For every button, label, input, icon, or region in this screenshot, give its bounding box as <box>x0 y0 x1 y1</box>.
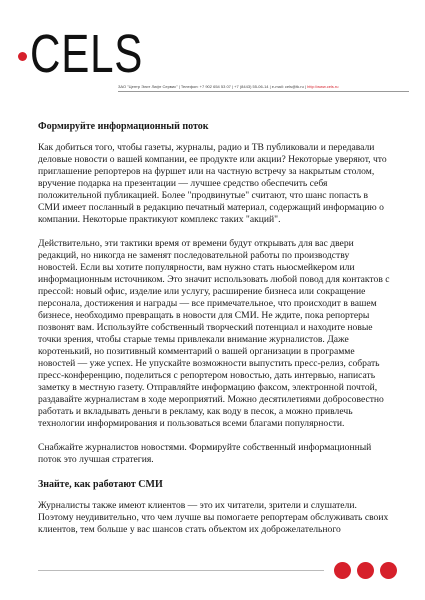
website-link[interactable]: http://www.cels.ru <box>307 84 339 89</box>
contact-line <box>118 84 410 89</box>
footer-dot <box>357 562 374 579</box>
paragraph: Снабжайте журналистов новостями. Формируйте собственный информационный поток это лучшая стратегия. <box>38 442 372 465</box>
footer-divider <box>38 570 324 571</box>
paragraph: Как добиться того, чтобы газеты, журналы, радио и ТВ публиковали и передавали деловые новости о вашей компании, ее продукте или акции? Некоторые уверяют, что приглашение репортеров на фуршет или на частную встречу за накрытым столом, вручение подарка на презентации — лучшее средство обеспечить себя положительной публикацией. Более "продвинутые" считают, что шанс попасть в СМИ имеет посланный в редакцию печатный материал, содержащий информацию о компании. Некоторые практикуют комплекс таких "акций". <box>38 142 387 225</box>
contact-details: ЗАО "Центр Элит Лифт Сервис" | Телефон: +7 902 654 53 07 | +7 (8443) 55-06-14 | e-mail: cels@tk.ru | <box>118 84 308 89</box>
footer-dot <box>380 562 397 579</box>
section-heading: Знайте, как работают СМИ <box>38 479 163 490</box>
header-divider <box>118 91 409 92</box>
section-heading: Формируйте информационный поток <box>38 121 209 132</box>
logo-text: CELS <box>30 24 144 84</box>
footer-dot <box>334 562 351 579</box>
document-body <box>38 120 390 548</box>
paragraph: Действительно, эти тактики время от времени будут открывать для вас двери редакций, но никогда не заменят последовательной работы по производству новостей. Если вы хотите популярности, вам нужно стать ньюсмейкером или информационным источником. Это значит использовать любой повод для контактов с прессой: новый офис, изделие или услугу, расширение бизнеса или сокращение персонала, достижения и награды — все примечательное, что происходит в вашем бизнесе, необходимо превращать в новости для СМИ. Не ждите, пока репортеры позвонят вам. Используйте собственный творческий потенциал и находите новые точки зрения, чтобы старые темы привлекали внимание журналистов. Даже коротенький, но позитивный комментарий о вашей организации в программе новостей — уже успех. Не упускайте возможности выпустить пресс-релиз, собрать пресс-конференцию, поделиться с репортером новостью, дать интервью, написать заметку в местную газету. Отправляйте информацию факсом, электронной почтой, раздавайте журналистам в ходе мероприятий. Можно десятилетиями добросовестно работать и вкладывать деньги в рекламу, как воду в песок, а можно привлечь технологии информирования и пользоваться всеми благами популярности. <box>38 238 390 429</box>
logo-dot <box>18 52 27 61</box>
paragraph: Журналисты также имеют клиентов — это их читатели, зрители и слушатели. Поэтому неудивительно, что чем лучше вы помогаете репортерам обслуживать своих клиентов, тем больше у вас шансов стать объектом их доброжелательного <box>38 500 389 535</box>
